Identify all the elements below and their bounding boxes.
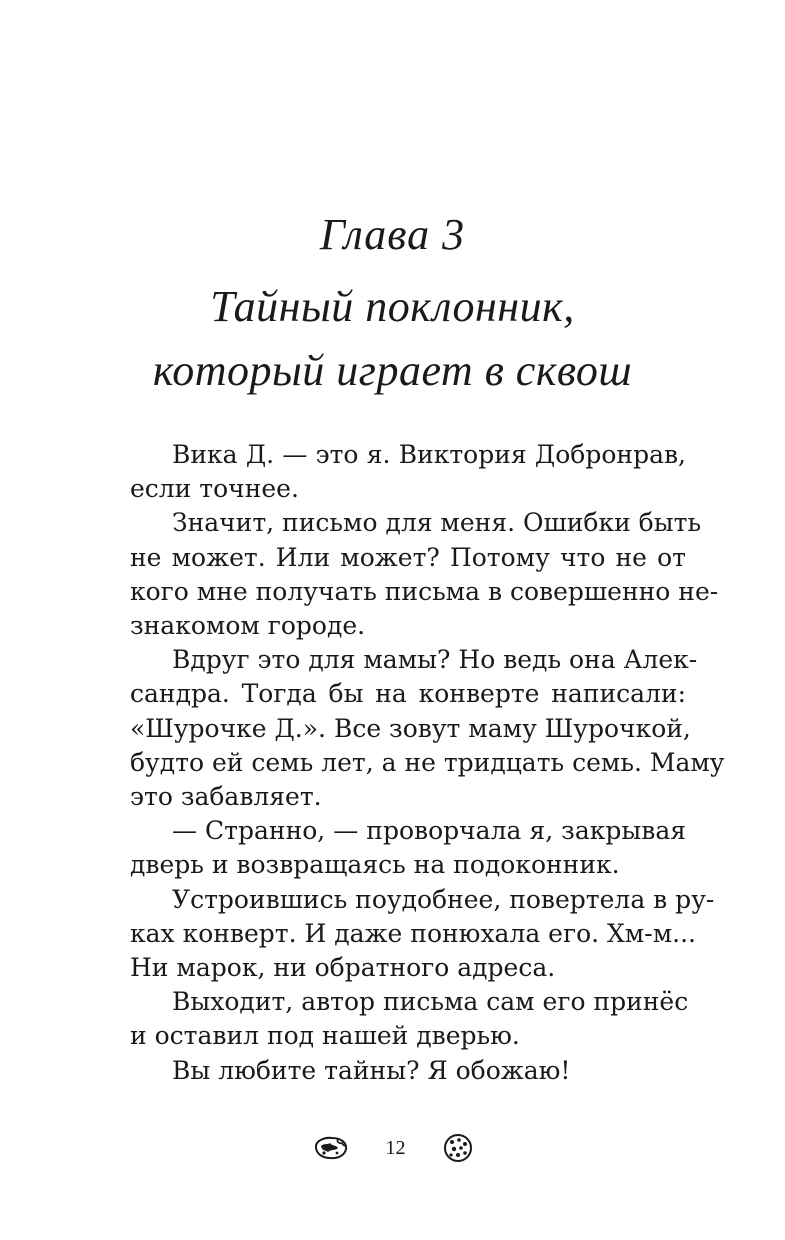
text-line: Ни марок, ни обратного адреса.: [130, 953, 556, 983]
text-line: Значит, письмо для меня. Ошибки быть: [172, 508, 702, 538]
paragraph: [130, 985, 689, 1053]
text-line: кого мне получать письма в совершенно не-: [130, 576, 719, 606]
text-line: Вика Д. — это я. Виктория Добронрав,: [172, 440, 686, 469]
text-line: ках конверт. И даже понюхала его. Хм-м...: [130, 918, 696, 948]
paragraph: [130, 643, 725, 814]
chapter-title: [0, 275, 785, 403]
text-line: не может. Или может? Потому что не от: [130, 542, 686, 572]
chapter-heading: [0, 205, 785, 403]
chapter-title-line: который играет в сквош: [152, 346, 633, 395]
text-line: Вдруг это для мамы? Но ведь она Алек-: [172, 645, 698, 675]
text-line: это забавляет.: [130, 782, 322, 812]
page-footer: [0, 1128, 785, 1168]
text-line: сандра. Тогда бы на конверте написали:: [130, 679, 686, 709]
text-line: Вы любите тайны? Я обожаю!: [172, 1055, 571, 1085]
text-line: «Шурочке Д.». Все зовут маму Шурочкой,: [130, 713, 691, 743]
text-line: дверь и возвращаясь на подоконник.: [130, 850, 620, 880]
cookie-bite-icon: [312, 1134, 350, 1162]
text-line: Устроившись поудобнее, повертела в ру-: [172, 884, 715, 914]
body-text: [130, 438, 725, 1088]
text-line: — Странно, — проворчала я, закрывая: [172, 816, 686, 846]
text-line: знакомом городе.: [130, 611, 366, 641]
paragraph: [130, 814, 686, 882]
paragraph: [130, 506, 719, 643]
paragraph: [130, 883, 715, 986]
paragraph: [130, 1054, 686, 1088]
page-number: 12: [385, 1136, 406, 1159]
chapter-number: Глава 3: [319, 210, 466, 259]
chocolate-chip-cookie-icon: [442, 1132, 474, 1164]
text-line: Выходит, автор письма сам его принёс: [172, 987, 689, 1017]
text-line: если точнее.: [130, 474, 299, 504]
chapter-title-line: Тайный поклонник,: [210, 282, 575, 331]
text-line: будто ей семь лет, а не тридцать семь. Маму: [130, 747, 725, 777]
paragraph: [130, 438, 686, 506]
text-line: и оставил под нашей дверью.: [130, 1021, 520, 1051]
